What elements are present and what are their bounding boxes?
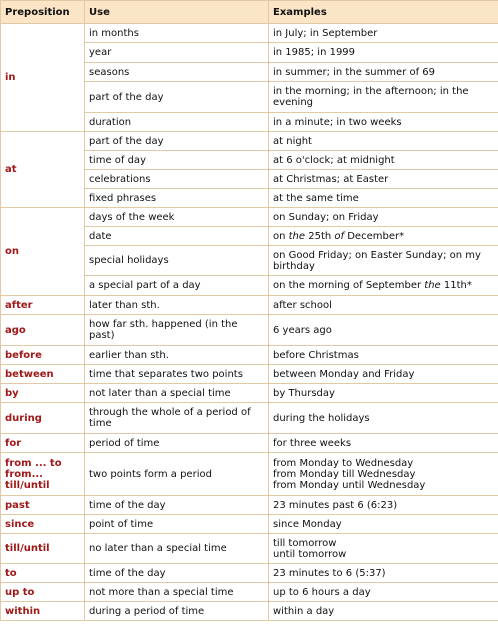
table-row [1, 315, 498, 346]
table-row [1, 515, 498, 534]
example-text: 11th* [440, 280, 472, 291]
example-cell: in a minute; in two weeks [269, 113, 498, 132]
header-use: Use [85, 1, 269, 24]
example-cell: by Thursday [269, 384, 498, 403]
preposition-between: between [1, 365, 85, 384]
use-cell: time of day [85, 151, 269, 170]
use-cell: during a period of time [85, 602, 269, 621]
header-examples: Examples [269, 1, 498, 24]
example-cell: 23 minutes past 6 (6:23) [269, 496, 498, 515]
example-cell: 6 years ago [269, 315, 498, 346]
use-cell: not later than a special time [85, 384, 269, 403]
example-cell: up to 6 hours a day [269, 583, 498, 602]
preposition-to: to [1, 564, 85, 583]
preposition-up-to: up to [1, 583, 85, 602]
table-row [1, 208, 498, 227]
use-cell: part of the day [85, 132, 269, 151]
table-row [1, 534, 498, 564]
table-row [1, 434, 498, 453]
preposition-line: from ... to [5, 457, 62, 469]
use-cell: earlier than sth. [85, 346, 269, 365]
example-cell: on Sunday; on Friday [269, 208, 498, 227]
preposition-from-to [1, 453, 85, 496]
use-cell: a special part of a day [85, 276, 269, 296]
use-cell: date [85, 227, 269, 246]
preposition-since: since [1, 515, 85, 534]
use-cell: time of the day [85, 564, 269, 583]
table-row [1, 583, 498, 602]
example-text: December* [344, 230, 405, 242]
use-cell: part of the day [85, 82, 269, 113]
example-cell: in July; in September [269, 24, 498, 43]
example-cell [269, 534, 498, 564]
example-cell: at the same time [269, 189, 498, 208]
use-cell: period of time [85, 434, 269, 453]
example-cell [269, 227, 498, 246]
table-row [1, 24, 498, 43]
example-cell: at Christmas; at Easter [269, 170, 498, 189]
use-cell: seasons [85, 63, 269, 82]
use-cell: two points form a period [85, 453, 269, 496]
preposition-past: past [1, 496, 85, 515]
table-row [1, 365, 498, 384]
use-cell: through the whole of a period of time [85, 403, 269, 434]
preposition-in: in [1, 24, 85, 132]
example-article: of [334, 230, 345, 242]
example-line: from Monday to Wednesday [273, 457, 414, 469]
example-cell: since Monday [269, 515, 498, 534]
example-line: until tomorrow [273, 548, 347, 560]
table-row [1, 564, 498, 583]
example-cell: on Good Friday; on Easter Sunday; on my birthday [269, 246, 498, 276]
use-cell: in months [85, 24, 269, 43]
use-cell: later than sth. [85, 296, 269, 315]
table-row [1, 496, 498, 515]
example-article: the [424, 280, 441, 291]
table-row [1, 403, 498, 434]
example-cell: at 6 o'clock; at midnight [269, 151, 498, 170]
use-cell: no later than a special time [85, 534, 269, 564]
preposition-before: before [1, 346, 85, 365]
example-cell: for three weeks [269, 434, 498, 453]
example-article: the [288, 230, 306, 242]
use-cell: point of time [85, 515, 269, 534]
example-text: on the morning of September [273, 280, 425, 291]
example-cell: within a day [269, 602, 498, 621]
preposition-by: by [1, 384, 85, 403]
table-row [1, 132, 498, 151]
example-line: till tomorrow [273, 537, 337, 549]
example-cell: after school [269, 296, 498, 315]
preposition-ago: ago [1, 315, 85, 346]
preposition-line: from... [5, 468, 43, 480]
use-cell: days of the week [85, 208, 269, 227]
use-cell: special holidays [85, 246, 269, 276]
example-cell: between Monday and Friday [269, 365, 498, 384]
example-cell: in 1985; in 1999 [269, 43, 498, 63]
preposition-on: on [1, 208, 85, 296]
example-text: on [273, 230, 289, 242]
use-cell: fixed phrases [85, 189, 269, 208]
use-cell: not more than a special time [85, 583, 269, 602]
preposition-at: at [1, 132, 85, 208]
preposition-during: during [1, 403, 85, 434]
preposition-after: after [1, 296, 85, 315]
table-row [1, 453, 498, 496]
example-line: from Monday till Wednesday [273, 468, 416, 480]
preposition-for: for [1, 434, 85, 453]
example-cell [269, 276, 498, 296]
example-cell: in the morning; in the afternoon; in the evening [269, 82, 498, 113]
example-cell: in summer; in the summer of 69 [269, 63, 498, 82]
header-row [1, 1, 498, 24]
use-cell: time of the day [85, 496, 269, 515]
table-row [1, 384, 498, 403]
example-cell: during the holidays [269, 403, 498, 434]
use-cell: duration [85, 113, 269, 132]
example-cell [269, 453, 498, 496]
example-text: 25th [305, 230, 335, 242]
use-cell: how far sth. happened (in the past) [85, 315, 269, 346]
table-row [1, 346, 498, 365]
preposition-line: till/until [5, 479, 50, 491]
header-preposition: Preposition [1, 1, 85, 24]
use-cell: year [85, 43, 269, 63]
use-cell: celebrations [85, 170, 269, 189]
example-cell: at night [269, 132, 498, 151]
preposition-within: within [1, 602, 85, 621]
example-cell: 23 minutes to 6 (5:37) [269, 564, 498, 583]
example-cell: before Christmas [269, 346, 498, 365]
table-row [1, 296, 498, 315]
example-line: from Monday until Wednesday [273, 479, 426, 491]
use-cell: time that separates two points [85, 365, 269, 384]
table-row [1, 602, 498, 621]
preposition-till-until: till/until [1, 534, 85, 564]
